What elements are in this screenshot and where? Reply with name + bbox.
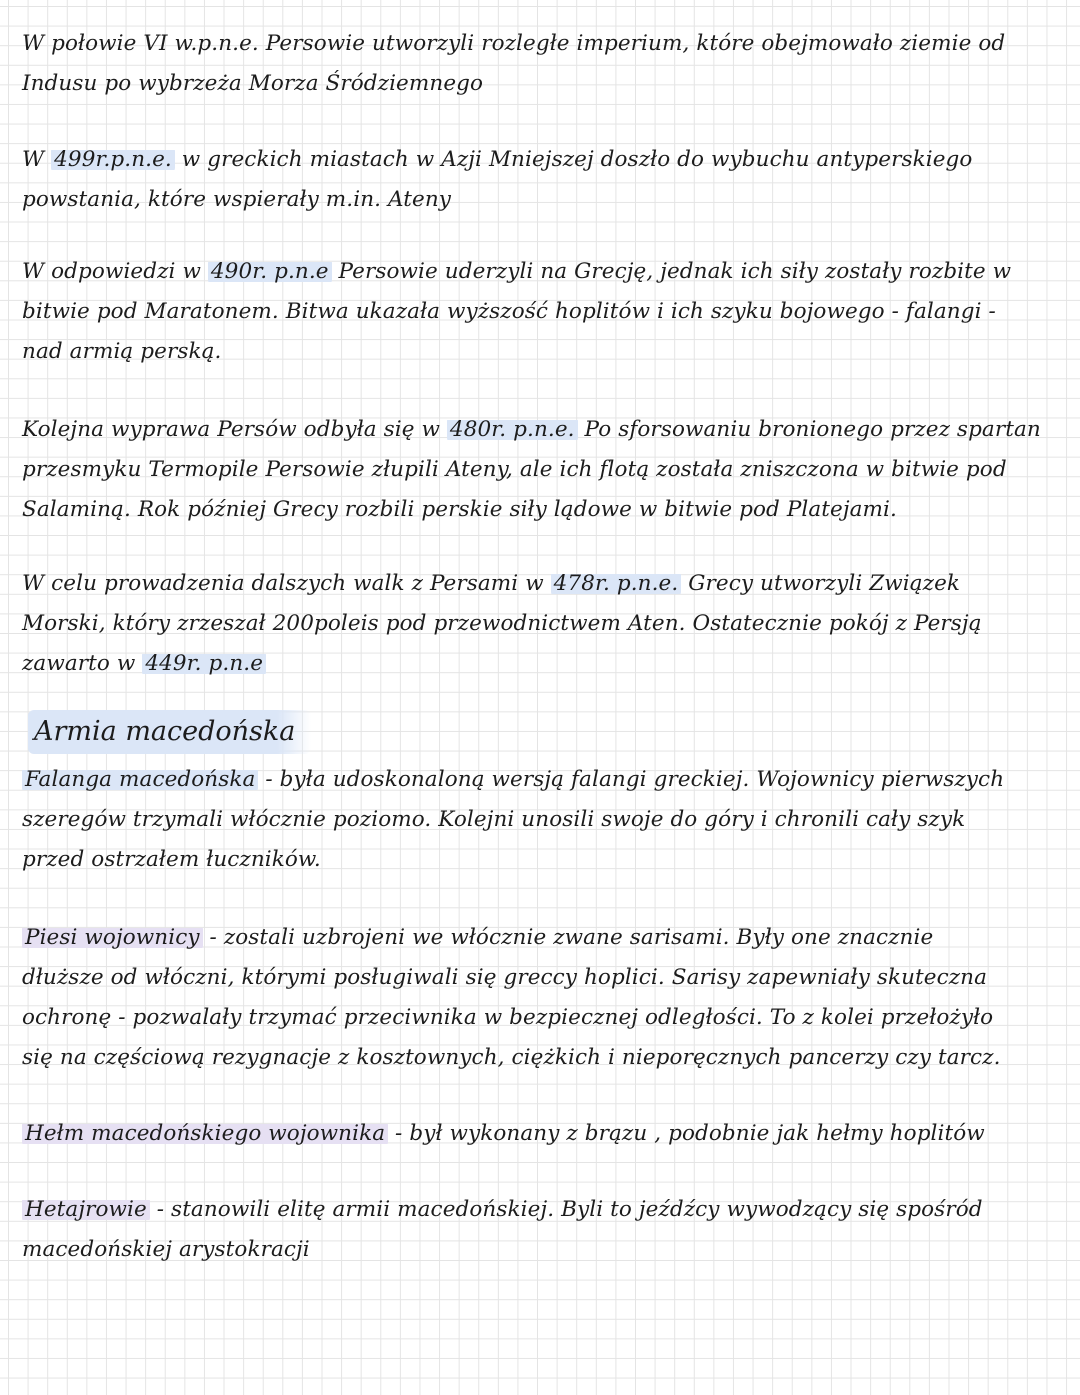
text-fragment: W celu prowadzenia dalszych walk z Persami w: [22, 571, 551, 596]
term-highlight: Falanga macedońska: [22, 767, 258, 792]
text-line: szeregów trzymali włócznie poziomo. Kolejni unosili swoje do góry i chronili cały szyk: [22, 807, 966, 832]
text-fragment: - stanowili elitę armii macedońskiej. Byli to jeźdźcy wywodzący się spośród: [149, 1197, 983, 1222]
paragraph-persian-empire: [22, 24, 1062, 104]
text-fragment: zawarto w: [22, 651, 143, 676]
term-highlight: Piesi wojownicy: [22, 925, 203, 950]
text-line: macedońskiej arystokracji: [22, 1237, 310, 1262]
text-line: bitwie pod Maratonem. Bitwa ukazała wyższość hoplitów i ich szyku bojowego - falangi -: [22, 299, 996, 324]
text-line: przesmyku Termopile Persowie złupili Ateny, ale ich flotą została zniszczona w bitwie pod: [22, 457, 1007, 482]
text-fragment: Po sforsowaniu bronionego przez spartan: [577, 417, 1041, 442]
text-line: [22, 140, 1062, 180]
text-line: Salaminą. Rok później Grecy rozbili perskie siły lądowe w bitwie pod Platejami.: [22, 497, 897, 522]
date-highlight: 490r. p.n.e: [208, 259, 332, 284]
text-line: się na częściową rezygnacje z kosztownych, ciężkich i nieporęcznych pancerzy czy tarcz.: [22, 1045, 1001, 1070]
text-line: [22, 644, 1062, 684]
date-highlight: 478r. p.n.e.: [551, 571, 682, 596]
text-fragment: - była udoskonaloną wersją falangi greckiej. Wojownicy pierwszych: [258, 767, 1005, 792]
text-line: [22, 760, 1062, 800]
text-fragment: Kolejna wyprawa Persów odbyła się w: [22, 417, 447, 442]
text-line: [22, 564, 1062, 604]
text-fragment: W odpowiedzi w: [22, 259, 208, 284]
text-line: nad armią perską.: [22, 339, 222, 364]
text-fragment: Persowie uderzyli na Grecję, jednak ich siły zostały rozbite w: [331, 259, 1012, 284]
date-highlight: 449r. p.n.e: [142, 651, 266, 676]
text-fragment: Grecy utworzyli Związek: [681, 571, 961, 596]
date-highlight: 480r. p.n.e.: [447, 417, 578, 442]
text-line: Morski, który zrzeszał 200poleis pod przewodnictwem Aten. Ostatecznie pokój z Persją: [22, 611, 982, 636]
text-fragment: W: [22, 147, 52, 172]
term-highlight: Hetajrowie: [22, 1197, 150, 1222]
text-line: W połowie VI w.p.n.e. Persowie utworzyli rozległe imperium, które obejmowało ziemie od: [22, 31, 1006, 56]
date-highlight: 499r.p.n.e.: [51, 147, 175, 172]
text-line: [22, 1190, 1062, 1230]
text-line: [22, 1114, 1062, 1154]
text-line: przed ostrzałem łuczników.: [22, 847, 321, 872]
paragraph-macedonian-phalanx: [22, 760, 1062, 880]
text-line: dłuższe od włóczni, którymi posługiwali się greccy hoplici. Sarisy zapewniały skuteczna: [22, 965, 988, 990]
paragraph-thermopylae-salamis: [22, 410, 1062, 530]
section-heading: Armia macedońska: [28, 710, 311, 754]
text-line: Indusu po wybrzeża Morza Śródziemnego: [22, 71, 484, 96]
text-line: powstania, które wspierały m.in. Ateny: [22, 187, 452, 212]
paragraph-marathon: [22, 252, 1062, 372]
text-line: [22, 918, 1062, 958]
text-fragment: - był wykonany z brązu , podobnie jak hełmy hoplitów: [388, 1121, 985, 1146]
paragraph-helmet: [22, 1114, 1062, 1154]
paragraph-hetairoi: [22, 1190, 1062, 1270]
paragraph-foot-soldiers: [22, 918, 1062, 1078]
paragraph-delian-league: [22, 564, 1062, 684]
text-line: [22, 252, 1062, 292]
paragraph-ionian-revolt: [22, 140, 1062, 220]
text-fragment: - zostali uzbrojeni we włócznie zwane sarisami. Były one znacznie: [202, 925, 934, 950]
text-line: ochronę - pozwalały trzymać przeciwnika w bezpiecznej odległości. To z kolei przełożyło: [22, 1005, 994, 1030]
text-line: [22, 410, 1062, 450]
text-fragment: w greckich miastach w Azji Mniejszej doszło do wybuchu antyperskiego: [174, 147, 973, 172]
term-highlight: Hełm macedońskiego wojownika: [22, 1121, 388, 1146]
